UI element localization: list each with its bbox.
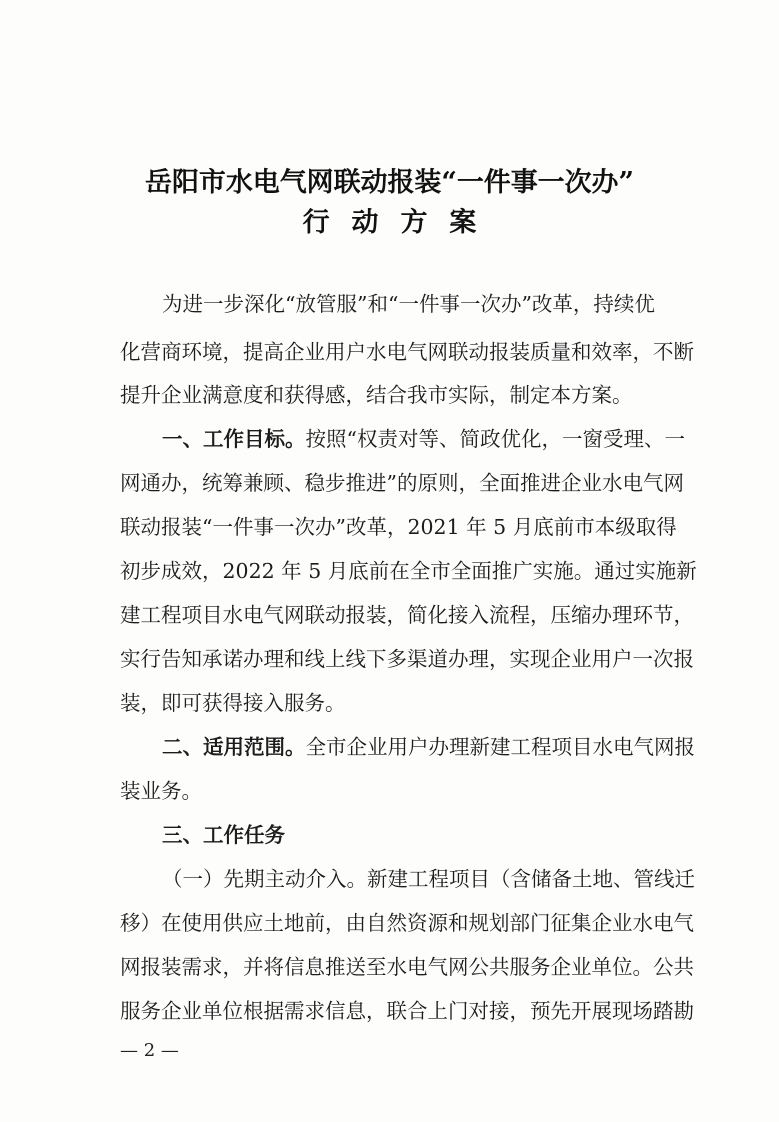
section-3-line-3: 网报装需求，并将信息推送至水电气网公共服务企业单位。公共 [120,955,694,979]
section-2-text-1: 全市企业用户办理新建工程项目水电气网报 [305,735,695,759]
document-title-line1: 岳阳市水电气网联动报装“一件事一次办” [145,167,634,198]
section-1-line-3: 联动报装“一件事一次办”改革，2021 年 5 月底前市本级取得 [120,515,677,539]
section-3-line-4: 服务企业单位根据需求信息，联合上门对接，预先开展现场踏勘 [120,999,694,1023]
intro-line-2: 化营商环境，提高企业用户水电气网联动报装质量和效率，不断 [120,340,694,364]
section-1-text-1: 按照“权责对等、简政优化，一窗受理、一 [305,427,685,451]
section-1-heading: 一、工作目标。 [162,427,306,451]
section-3-heading: 三、工作任务 [162,823,285,847]
section-1-line-5: 建工程项目水电气网联动报装，简化接入流程，压缩办理环节， [120,603,694,627]
section-1-line-6: 实行告知承诺办理和线上线下多渠道办理，实现企业用户一次报 [120,647,694,671]
section-2-line-2: 装业务。 [120,779,202,803]
intro-line-1: 为进一步深化“放管服”和“一件事一次办”改革，持续优 [162,292,655,316]
section-1-line-4: 初步成效，2022 年 5 月底前在全市全面推广实施。通过实施新 [120,559,697,583]
intro-line-3: 提升企业满意度和获得感，结合我市实际，制定本方案。 [120,383,633,407]
section-1-line-2: 网通办，统筹兼顾、稳步推进”的原则，全面推进企业水电气网 [120,471,684,495]
section-2-line-1 [162,733,695,761]
section-1-line-1 [162,425,685,453]
document-title-line2: 行动方案 [302,207,499,238]
section-3-line-1: （一）先期主动介入。新建工程项目（含储备土地、管线迁 [162,867,695,891]
section-3-line-2: 移）在使用供应土地前，由自然资源和规划部门征集企业水电气 [120,911,694,935]
section-2-heading: 二、适用范围。 [162,735,306,759]
page-number: — 2 — [120,1040,179,1061]
section-1-line-7: 装，即可获得接入服务。 [120,691,346,715]
